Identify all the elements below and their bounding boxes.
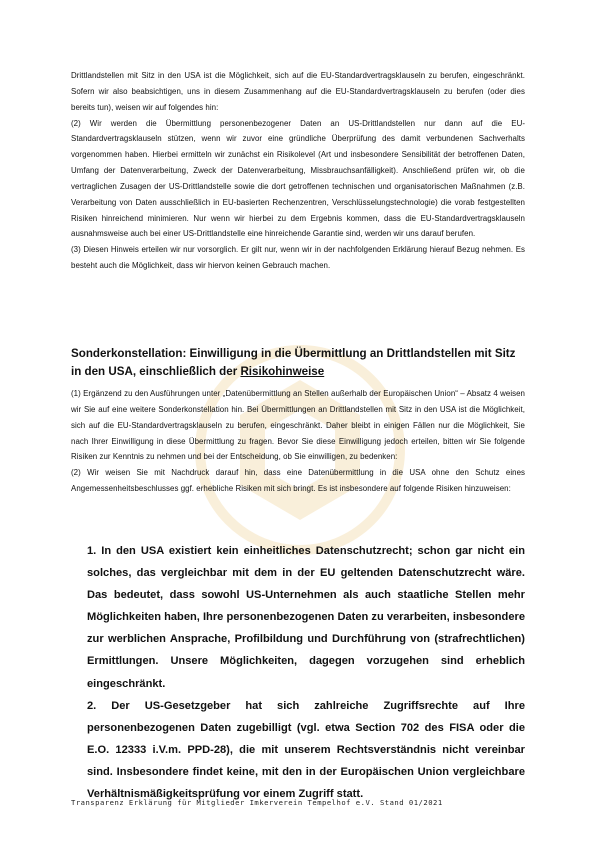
risk-list <box>87 540 525 805</box>
risk-item: 2. Der US-Gesetzgeber hat sich zahlreiche Zugriffsrechte auf Ihre personenbezogenen Daten zugebilligt (vgl. etwa Section 702 des FISA oder die E.O. 12333 i.V.m. PPD-28), die mit unserem Rechtsverständnis nicht vereinbar sind. Insbesondere findet keine, mit den in der Europäischen Union vergleichbare Verhältnismäßigkeitsprüfung vor einem Zugriff statt. <box>87 699 525 801</box>
paragraph-1: Drittlandstellen mit Sitz in den USA ist die Möglichkeit, sich auf die EU-Standardvertragsklauseln zu berufen, eingeschränkt. Sofern wir also beabsichtigen, uns in diesem Zusammenhang auf die EU-Standardvertragsklauseln zu berufen (oder dies bereits tun), weisen wir auf folgendes hin: <box>71 71 525 112</box>
section-heading <box>71 345 525 381</box>
paragraph-2: (2) Wir werden die Übermittlung personenbezogener Daten an US-Drittlandstellen nur dann auf die EU-Standardvertragsklauseln stützen, wenn wir zuvor eine gründliche Überprüfung des damit verbundenen Sachverhalts vorgenommen haben. Hierbei ermitteln wir zunächst ein Risikolevel (Art und insbesondere Sensibilität der betroffenen Daten, Umfang der Datenverarbeitung, Zweck der Datenverarbeitung, Missbrauchsanfälligkeit). Anschließend prüfen wir, ob die vertraglichen Zusagen der US-Drittlandstelle sowie die dort getroffenen technischen und organisatorischen Maßnahmen (z.B. Verarbeitung von Daten ausschließlich in EU-basierten Rechenzentren, Verschlüsselungstechnologie) die vorab festgestellten Risiken hinreichend minimieren. Nur wenn wir hierbei zu dem Ergebnis kommen, dass die EU-Standardvertragsklauseln ausnahmsweise auch bei einer US-Drittlandstelle eine hinreichende Garantie sind, werden wir uns darauf berufen. <box>71 118 525 239</box>
section-paragraph-1: (1) Ergänzend zu den Ausführungen unter „Datenübermittlung an Stellen außerhalb der Europäischen Union“ – Absatz 4 weisen wir Sie auf eine weitere Sonderkonstellation hin. Bei Übermittlungen an Drittlandstellen mit Sitz in den USA ist die Möglichkeit, sich auf die EU-Standardvertragsklauseln zu berufen, eingeschränkt. Daher bleibt in einigen Fällen nur die Möglichkeit, Sie nach Ihrer Einwilligung in diese Übermittlung zu fragen. Bevor Sie diese Einwilligung jedoch erteilen, bitten wir Sie folgende Risiken zur Kenntnis zu nehmen und bei der Entscheidung, ob Sie einwilligen, zu bedenken: <box>71 389 525 462</box>
footer: Transparenz Erklärung für Mitglieder Imkerverein Tempelhof e.V. Stand 01/2021 <box>71 798 443 807</box>
heading-text: Sonderkonstellation: Einwilligung in die Übermittlung an Drittlandstellen mit Sitz in den USA, einschließlich der <box>71 347 516 378</box>
heading-underlined-text: Risikohinweise <box>240 365 325 378</box>
intro-text <box>71 68 525 274</box>
section-paragraph-2: (2) Wir weisen Sie mit Nachdruck darauf hin, dass eine Datenübermittlung in die USA ohne den Schutz eines Angemessenheitsbeschlusses ggf. erhebliche Risiken mit sich bringt. Es ist insbesondere auf folgende Risiken hinzuweisen: <box>71 468 525 494</box>
paragraph-3: (3) Diesen Hinweis erteilen wir nur vorsorglich. Er gilt nur, wenn wir in der nachfolgenden Erklärung hierauf Bezug nehmen. Es besteht auch die Möglichkeit, dass wir hiervon keinen Gebrauch machen. <box>71 245 525 271</box>
section-text <box>71 386 525 497</box>
section-heading-block <box>71 345 525 381</box>
risk-item: 1. In den USA existiert kein einheitliches Datenschutzrecht; schon gar nicht ein solches, das vergleichbar mit dem in der EU geltenden Datenschutzrecht wäre. Das bedeutet, dass sowohl US-Unternehmen als auch staatliche Stellen mehr Möglichkeiten haben, Ihre personenbezogenen Daten zu verarbeiten, insbesondere zur werblichen Ansprache, Profilbildung und Durchführung von (strafrechtlichen) Ermittlungen. Unsere Möglichkeiten, dagegen vorzugehen sind erheblich eingeschränkt. <box>87 545 525 690</box>
